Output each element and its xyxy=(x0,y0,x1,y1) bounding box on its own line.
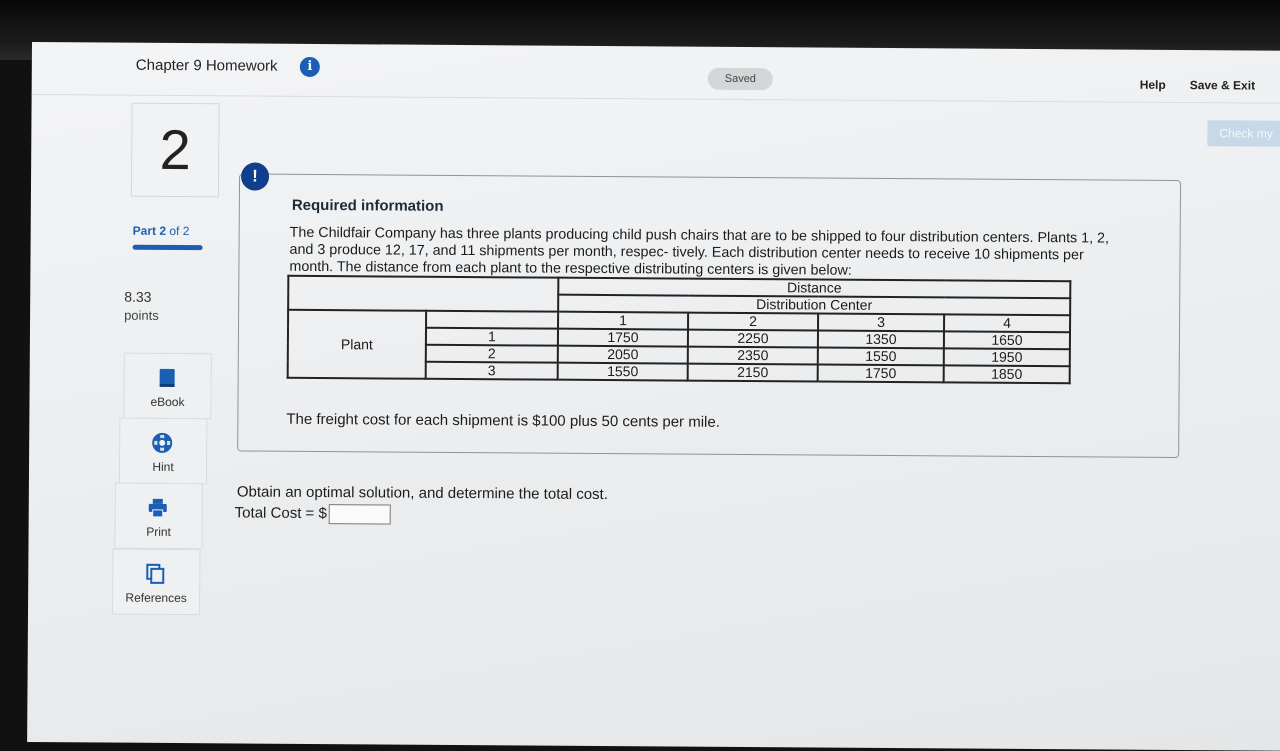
references-label: References xyxy=(125,590,187,606)
freight-note: The freight cost for each shipment is $100 plus 50 cents per mile. xyxy=(286,410,720,431)
table-empty-cell xyxy=(426,311,558,329)
saved-status-badge: Saved xyxy=(708,68,773,90)
copy-icon xyxy=(144,563,166,585)
distance-cell: 1550 xyxy=(558,363,688,381)
header-bar xyxy=(32,42,1280,104)
points-value: 8.33 xyxy=(124,288,152,305)
lifebuoy-icon xyxy=(151,432,173,454)
total-cost-label: Total Cost = $ xyxy=(234,504,327,523)
part-indicator xyxy=(133,224,190,238)
required-info-panel xyxy=(237,173,1181,458)
total-cost-row xyxy=(235,503,391,524)
hint-button[interactable] xyxy=(119,418,207,485)
print-label: Print xyxy=(146,524,171,539)
center-number: 1 xyxy=(558,312,688,330)
problem-statement: The Childfair Company has three plants producing child push chairs that are to be shipped to four distribution centers. Plants 1, 2, and 3 produce 12, 17, and 11 shipments per month, respec- tively. Each distribution center needs to receive 10 shipments per month. The distance from each plant to the respective distributing centers is given below: xyxy=(289,224,1110,279)
distance-cell: 1750 xyxy=(558,329,688,347)
table-corner-cell xyxy=(288,276,558,312)
ebook-button[interactable] xyxy=(123,353,211,420)
task-prompt: Obtain an optimal solution, and determine the total cost. xyxy=(236,483,608,504)
print-button[interactable] xyxy=(114,483,202,550)
distance-cell: 1850 xyxy=(944,365,1070,383)
required-info-title: Required information xyxy=(291,196,444,215)
app-screen xyxy=(27,42,1280,751)
references-button[interactable] xyxy=(112,549,200,616)
distance-cell: 2250 xyxy=(688,330,818,348)
plant-number: 3 xyxy=(426,362,558,380)
question-number: 2 xyxy=(131,103,220,198)
part-total: of 2 xyxy=(169,223,190,239)
distance-cell: 1350 xyxy=(818,330,944,348)
distance-cell: 2150 xyxy=(688,364,818,382)
distance-table xyxy=(287,275,1072,384)
distance-cell: 1550 xyxy=(818,347,944,365)
plant-row-label: Plant xyxy=(288,310,426,379)
distance-cell: 1750 xyxy=(818,364,944,382)
part-progress-bar xyxy=(133,245,203,250)
center-number: 2 xyxy=(688,313,818,331)
distance-cell: 2350 xyxy=(688,347,818,365)
plant-number: 1 xyxy=(426,328,558,346)
part-current: 2 xyxy=(159,223,167,238)
assignment-title: Chapter 9 Homework xyxy=(135,56,278,75)
alert-icon: ! xyxy=(241,162,269,190)
center-number: 3 xyxy=(818,313,944,331)
help-link[interactable]: Help xyxy=(1139,77,1166,92)
points-label: points xyxy=(124,307,159,323)
check-my-work-button[interactable]: Check my xyxy=(1207,120,1280,147)
book-icon xyxy=(156,367,178,389)
hint-label: Hint xyxy=(152,459,174,474)
total-cost-input[interactable] xyxy=(329,504,391,524)
plant-number: 2 xyxy=(426,345,558,363)
ebook-label: eBook xyxy=(150,394,185,410)
distribution-center-header: Distribution Center xyxy=(558,295,1070,316)
part-prefix: Part xyxy=(132,223,157,238)
printer-icon xyxy=(147,497,169,519)
info-icon[interactable]: i xyxy=(300,57,320,77)
distance-cell: 1950 xyxy=(944,348,1070,366)
save-exit-link[interactable]: Save & Exit xyxy=(1189,78,1256,93)
distance-cell: 1650 xyxy=(944,331,1070,349)
distance-cell: 2050 xyxy=(558,346,688,364)
distance-header: Distance xyxy=(558,278,1070,299)
center-number: 4 xyxy=(944,314,1070,332)
